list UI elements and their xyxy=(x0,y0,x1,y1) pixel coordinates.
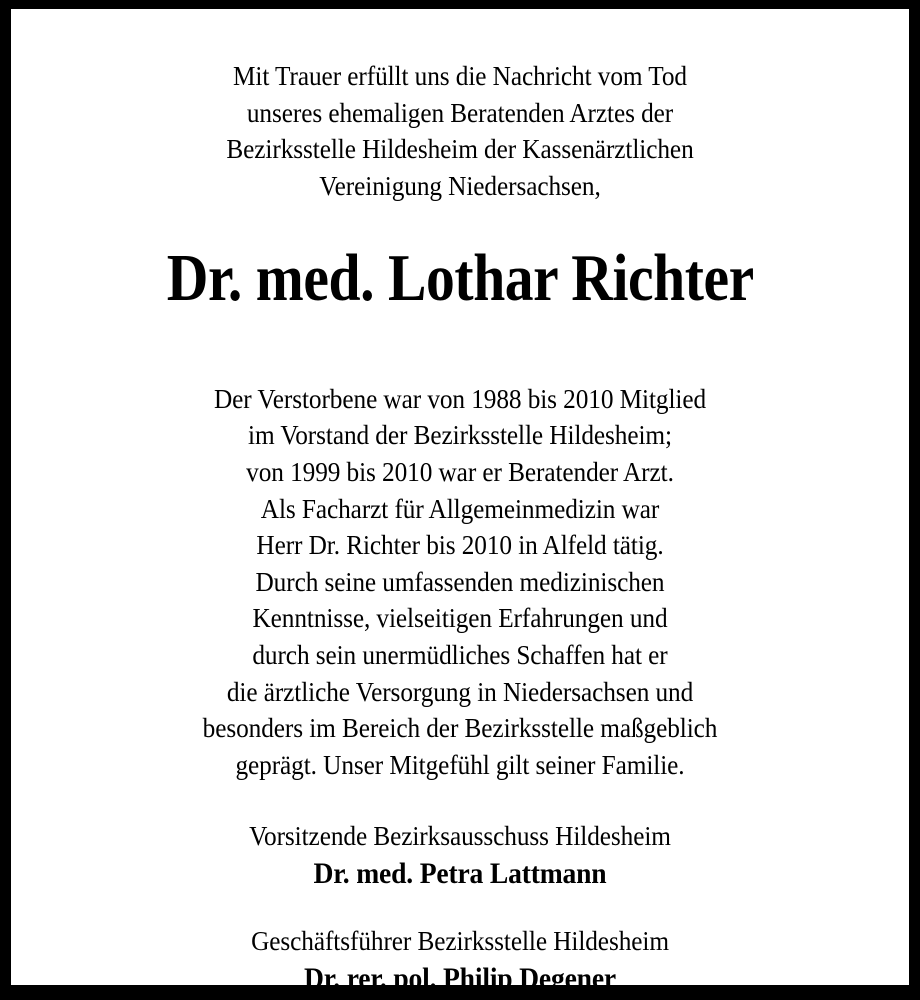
body-line: Herr Dr. Richter bis 2010 in Alfeld tätig. xyxy=(256,529,664,561)
signatory-name: Dr. med. Petra Lattmann xyxy=(313,857,607,891)
signature-block xyxy=(73,817,848,893)
signatory-name: Dr. rer. pol. Philip Degener xyxy=(304,962,616,996)
signatory-role: Geschäftsführer Bezirksstelle Hildesheim xyxy=(251,925,669,957)
obituary-sheet xyxy=(11,9,909,996)
intro-line: Vereinigung Niedersachsen, xyxy=(319,169,601,201)
body-line: Durch seine umfassenden medizinischen xyxy=(255,565,665,597)
body-line: im Vorstand der Bezirksstelle Hildesheim; xyxy=(248,419,672,451)
body-line: durch sein unermüdliches Schaffen hat er xyxy=(252,639,668,671)
body-line: von 1999 bis 2010 war er Beratender Arzt. xyxy=(246,456,674,488)
signatory-role: Vorsitzende Bezirksausschuss Hildesheim xyxy=(249,820,671,852)
body-line: besonders im Bereich der Bezirksstelle maßgeblich xyxy=(202,712,718,744)
intro-paragraph xyxy=(73,58,848,204)
intro-line: Mit Trauer erfüllt uns die Nachricht vom Tod xyxy=(233,60,687,91)
body-line: Als Facharzt für Allgemeinmedizin war xyxy=(260,492,660,524)
signature-block xyxy=(73,922,848,998)
body-line: Der Verstorbene war von 1988 bis 2010 Mitglied xyxy=(213,382,707,414)
deceased-name: Dr. med. Lothar Richter xyxy=(166,241,754,315)
body-line: Kenntnisse, vielseitigen Erfahrungen und xyxy=(252,602,668,634)
memorial-body xyxy=(73,381,848,784)
intro-line: unseres ehemaligen Beratenden Arztes der xyxy=(246,96,674,128)
intro-line: Bezirksstelle Hildesheim der Kassenärztlichen xyxy=(226,133,694,164)
body-line: geprägt. Unser Mitgefühl gilt seiner Familie. xyxy=(235,748,685,780)
body-line: die ärztliche Versorgung in Niedersachsen und xyxy=(226,675,694,707)
